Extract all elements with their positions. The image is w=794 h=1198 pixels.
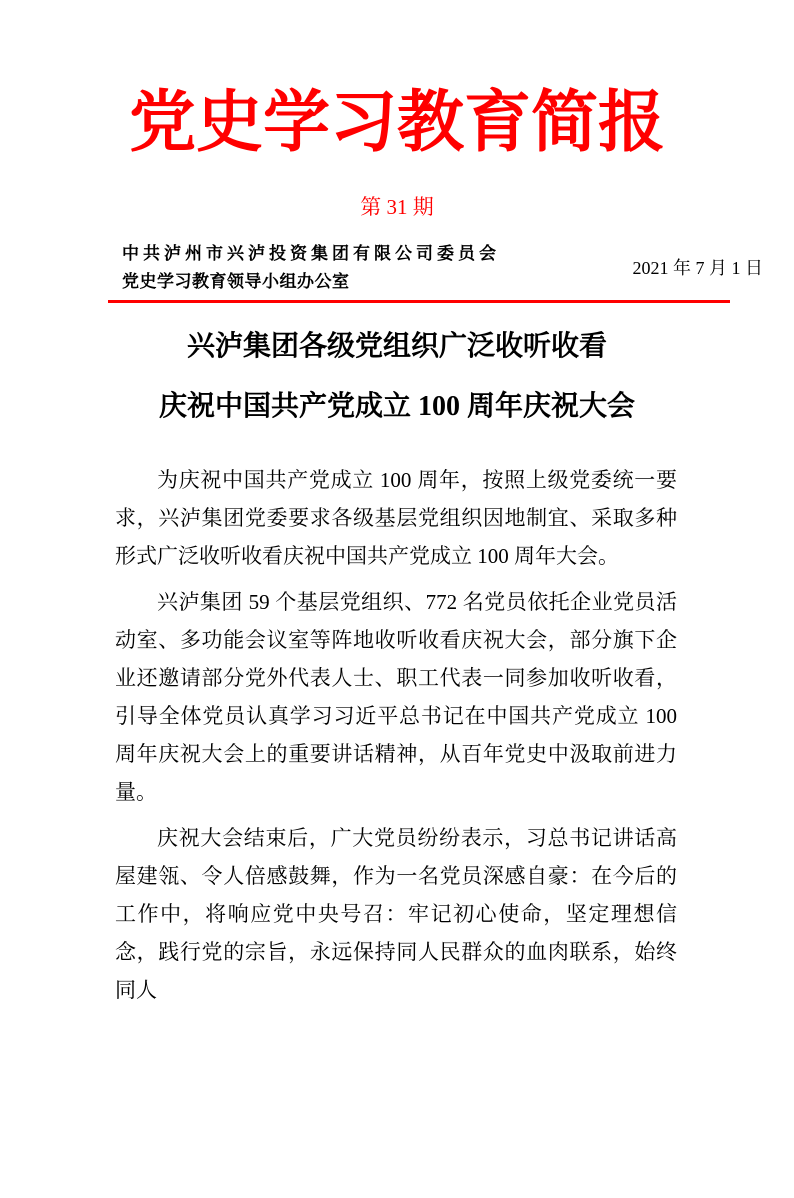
bulletin-page bbox=[0, 86, 794, 1198]
issuing-org-line-2: 党史学习教育领导小组办公室 bbox=[122, 272, 350, 291]
issuing-org-block bbox=[122, 240, 500, 296]
issuing-org-line-1: 中共泸州市兴泸投资集团有限公司委员会 bbox=[122, 244, 500, 263]
article-title-line-1: 兴泸集团各级党组织广泛收听收看 bbox=[186, 331, 607, 362]
masthead-meta-row bbox=[122, 240, 763, 296]
article-body bbox=[115, 461, 677, 1009]
issue-number: 第 31 期 bbox=[360, 195, 434, 219]
issue-date: 2021 年 7 月 1 日 bbox=[632, 258, 763, 278]
article-paragraph: 为庆祝中国共产党成立 100 周年，按照上级党委统一要求，兴泸集团党委要求各级基层党组织因地制宜、采取多种形式广泛收听收看庆祝中国共产党成立 100 周年大会。 bbox=[115, 468, 677, 568]
article-title-line-2: 庆祝中国共产党成立 100 周年庆祝大会 bbox=[158, 391, 635, 422]
article-paragraph: 庆祝大会结束后，广大党员纷纷表示，习总书记讲话高屋建瓴、令人倍感鼓舞，作为一名党员深感自豪：在今后的工作中，将响应党中央号召：牢记初心使命，坚定理想信念，践行党的宗旨，永远保持同人民群众的血肉联系，始终同人 bbox=[115, 826, 677, 1002]
article-title bbox=[0, 317, 794, 437]
red-separator-rule bbox=[108, 300, 730, 303]
bulletin-masthead-title: 党史学习教育简报 bbox=[129, 86, 665, 160]
article-paragraph: 兴泸集团 59 个基层党组织、772 名党员依托企业党员活动室、多功能会议室等阵地收听收看庆祝大会，部分旗下企业还邀请部分党外代表人士、职工代表一同参加收听收看，引导全体党员认真学习习近平总书记在中国共产党成立 100 周年庆祝大会上的重要讲话精神，从百年党史中汲取前进力量。 bbox=[115, 590, 677, 804]
